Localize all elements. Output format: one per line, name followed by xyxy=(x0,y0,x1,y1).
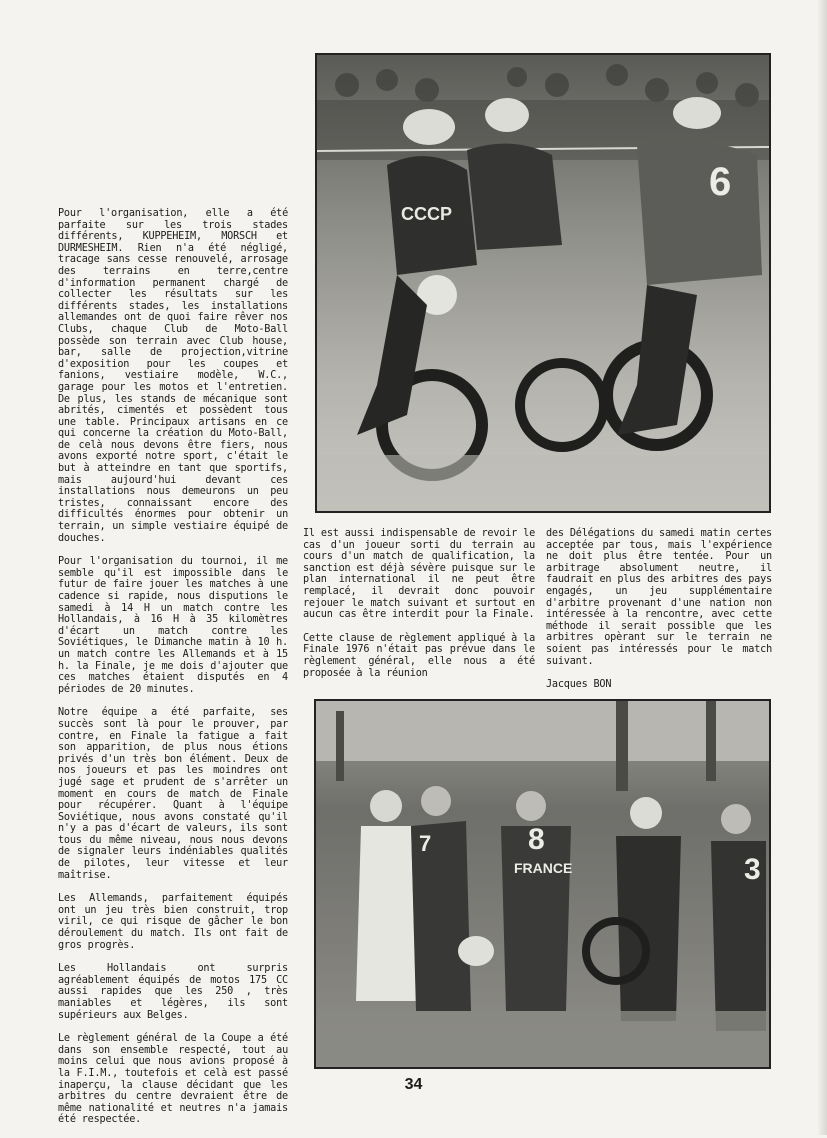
jersey-text-cccp: CCCP xyxy=(401,204,453,224)
paragraph: Cette clause de règlement appliqué à la Finale 1976 n'était pas prévue dans le règlement général, elle nous a été proposée à la réunion xyxy=(303,632,535,679)
jersey-number: 8 xyxy=(528,823,545,856)
paragraph: Notre équipe a été parfaite, ses succès sont là pour le prouver, par contre, en Finale la fatigue a fait son apparition, de plus nous étions privés d'un très bon élément. Deux de nos joueurs et pas les moindres ont jugé sage et prudent de s'arrêter un moment en cours de match de Finale pour récupérer. Quant à l'équipe Soviétique, nous avons constaté qu'il n'y a pas d'écart de valeurs, ils sont tous du même niveau, nous nous devons de signaler leurs indéniables qualités de pilotes, leur vitesse et leur maîtrise. xyxy=(58,707,288,881)
page-number: 34 xyxy=(404,1076,423,1093)
paragraph: Pour l'organisation, elle a été parfaite sur les trois stades différents, KUPPEHEIM, MORSCH et DURMESHEIM. Rien n'a été négligé, tracage sans cesse renouvelé, arrosage des terrains en terre,centre d'information permanent chargé de collecter les résultats sur les différents stades, les installations allemandes ont de quoi faire rêver nos Clubs, chaque Club de Moto-Ball possède son terrain avec Club house, bar, salle de projection,vitrine d'exposition pour les coupes et fanions, vestiaire modèle, W.C., garage pour les motos et l'entretien. De plus, les stands de mécanique sont abrités, cimentés et possèdent tous une table. Principaux artisans en ce qui concerne la création du Moto-Ball, de celà nous devons être fiers, nous avons exporté notre sport, c'était le but à atteindre en tant que sportifs, mais aujourd'hui devant ces installations nous demeurons un peu tristes, connaissant encore des difficultés énormes pour obtenir un terrain, un simple vestiaire équipé de douches. xyxy=(58,208,288,544)
photo-motoball-riders xyxy=(315,53,771,513)
article-column-2 xyxy=(303,528,535,691)
jersey-text-france: FRANCE xyxy=(514,860,573,876)
jersey-number: 7 xyxy=(419,831,432,856)
author-signature: Jacques BON xyxy=(546,679,612,691)
paragraph: des Délégations du samedi matin certes acceptée par tous, mais l'expérience ne doit plus être tentée. Pour un arbitrage absolument neutre, il faudrait en plus des arbitres des pays engagés, un jeu supplémentaire d'arbitre provenant d'une nation non intéressée à la rencontre, avec cette méthode il serait possible que les arbitres opèrant sur le terrain ne soient pas intéressés pour le match suivant. xyxy=(546,528,772,667)
paragraph: Les Allemands, parfaitement équipés ont un jeu très bien construit, trop viril, ce qui risque de gâcher le bon déroulement du match. Ils ont fait de gros progrès. xyxy=(58,893,288,951)
jersey-number: 3 xyxy=(744,853,761,886)
paragraph: Pour l'organisation du tournoi, il me semble qu'il est impossible dans le futur de faire jouer les matches à une cadence si rapide, nous disputions le samedi à 14 H un match contre les Hollandais, à 16 H à 35 kilomètres d'écart un match contre les Soviétiques, le Dimanche matin à 10 h. un match contre les Allemands et à 15 h. la Finale, je me dois d'ajouter que ces matches étaient disputés en 4 périodes de 20 minutes. xyxy=(58,556,288,695)
paragraph: Les Hollandais ont surpris agréablement équipés de motos 175 CC aussi rapides que les 250 , très maniables et légères, ils sont supérieurs aux Belges. xyxy=(58,963,288,1021)
paragraph: Le règlement général de la Coupe a été dans son ensemble respecté, tout au moins celui que nous avions proposé à la F.I.M., toutefois et celà est passé inaperçu, la clause décidant que les arbitres du centre devraient être de même nationalité et neutres n'a jamais été respectée. xyxy=(58,1033,288,1126)
jersey-number: 6 xyxy=(709,160,732,204)
page-edge-shadow xyxy=(817,0,827,1135)
article-column-3 xyxy=(546,528,772,703)
article-column-1 xyxy=(58,208,288,1138)
paragraph: Il est aussi indispensable de revoir le cas d'un joueur sorti du terrain au cours d'un match de qualification, la sanction est déjà sévère puisque sur le plan international il ne peut être remplacé, il devrait donc pouvoir rejouer le match suivant et surtout en aucun cas être interdit pour la Finale. xyxy=(303,528,535,621)
photo-french-team xyxy=(314,699,771,1069)
